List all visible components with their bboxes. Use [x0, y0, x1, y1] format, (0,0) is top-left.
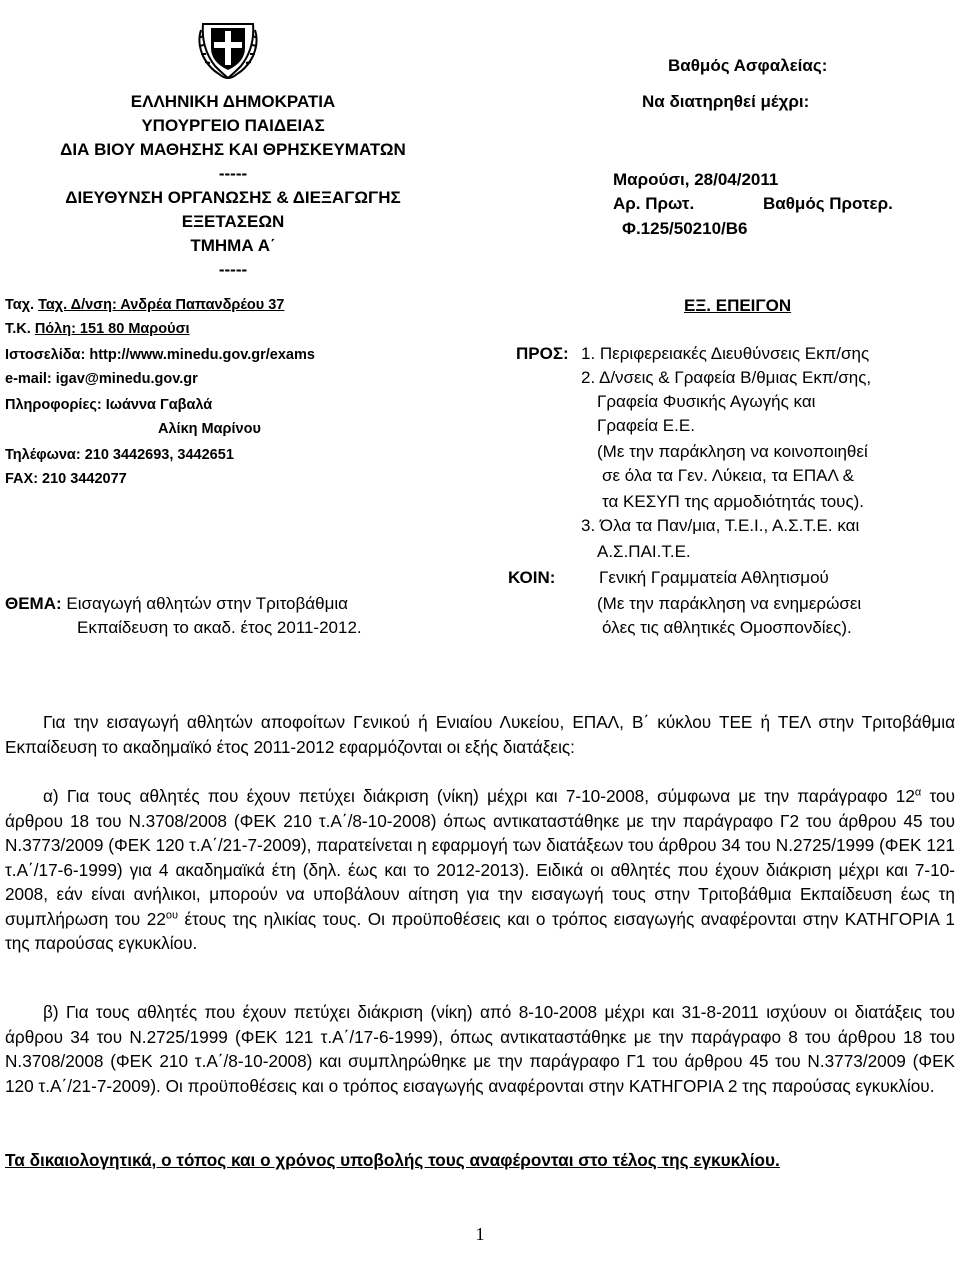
ministry-name-cont: ΔΙΑ ΒΙΟΥ ΜΑΘΗΣΗΣ ΚΑΙ ΘΡΗΣΚΕΥΜΑΤΩΝ	[60, 140, 406, 159]
priority-label: Βαθμός Προτερ.	[763, 194, 893, 213]
paragraph-b: β) Για τους αθλητές που έχουν πετύχει διάκριση (νίκη) από 8-10-2008 μέχρι και 31-8-2011 ισχύουν οι διατάξεις του άρθρου 34 του Ν.2725/1999 (ΦΕΚ 121 τ.Α΄/17-6-1999), όπως αντικαταστάθηκε με την παράγραφο 8 του άρθρου 18 του Ν.3708/2008 (ΦΕΚ 210 τ.Α΄/8-10-2008) και συμπληρώθηκε με την παράγραφο Γ1 του άρθρου 45 του Ν.3773/2009 (ΦΕΚ 120 τ.Α΄/21-7-2009). Οι προϋποθέσεις και ο τρόπος εισαγωγής αναφέρονται στην ΚΑΤΗΓΟΡΙΑ 2 της παρούσας εγκυκλίου.	[5, 1002, 955, 1096]
address-text: Ταχ. Δ/νση: Ανδρέα Παπανδρέου 37	[38, 297, 285, 313]
cc-item: όλες τις αθλητικές Ομοσπονδίες).	[602, 618, 852, 637]
fax-number: FAX: 210 3442077	[5, 471, 127, 487]
subject-label: ΘΕΜΑ:	[5, 594, 62, 613]
department-name: ΤΜΗΜΑ Α΄	[190, 236, 276, 255]
place-date: Μαρούσι, 28/04/2011	[613, 170, 779, 189]
to-item: τα ΚΕΣΥΠ της αρμοδιότητάς τους).	[602, 492, 865, 511]
cc-item: Γενική Γραμματεία Αθλητισμού	[599, 568, 829, 587]
protocol-number: Φ.125/50210/Β6	[622, 219, 748, 238]
intro-paragraph: Για την εισαγωγή αθλητών αποφοίτων Γενικού ή Ενιαίου Λυκείου, ΕΠΑΛ, Β΄ κύκλου ΤΕΕ ή ΤΕΛ στην Τριτοβάθμια Εκπαίδευση το ακαδημαϊκό έτος 2011-2012 εφαρμόζονται οι εξής διατάξεις:	[5, 712, 955, 757]
subject-line	[5, 592, 348, 616]
protocol-label: Αρ. Πρωτ.	[613, 194, 695, 213]
contact-persons-2: Αλίκη Μαρίνου	[158, 421, 261, 437]
postal-line: Τ.Κ. Πόλη: 151 80 Μαρούσι	[5, 321, 190, 337]
address-line: Ταχ. Ταχ. Δ/νση: Ανδρέα Παπανδρέου 37	[5, 297, 285, 313]
to-item: (Με την παράκληση να κοινοποιηθεί	[597, 442, 868, 461]
subject-line-2: Εκπαίδευση το ακαδ. έτος 2011-2012.	[77, 618, 362, 637]
page-number: 1	[475, 1224, 485, 1244]
to-item: σε όλα τα Γεν. Λύκεια, τα ΕΠΑΛ &	[602, 466, 854, 485]
subject-text: Εισαγωγή αθλητών στην Τριτοβάθμια	[61, 594, 348, 613]
to-item: 3. Όλα τα Παν/μια, Τ.Ε.Ι., Α.Σ.Τ.Ε. και	[581, 516, 860, 535]
to-item: 2. Δ/νσεις & Γραφεία Β/θμιας Εκπ/σης,	[581, 368, 872, 387]
directorate-name: ΔΙΕΥΘΥΝΣΗ ΟΡΓΑΝΩΣΗΣ & ΔΙΕΞΑΓΩΓΗΣ	[65, 188, 401, 207]
phone-numbers: Τηλέφωνα: 210 3442693, 3442651	[5, 447, 234, 463]
cc-item: (Με την παράκληση να ενημερώσει	[597, 594, 862, 613]
contact-persons: Πληροφορίες: Ιωάννα Γαβαλά	[5, 397, 213, 413]
directorate-name-cont: ΕΞΕΤΑΣΕΩΝ	[181, 212, 285, 231]
to-item: 1. Περιφερειακές Διευθύνσεις Εκπ/σης	[581, 344, 870, 363]
security-level: Βαθμός Ασφαλείας:	[668, 56, 828, 75]
greek-emblem-icon	[195, 8, 261, 82]
to-item: Α.Σ.ΠΑΙ.Τ.Ε.	[597, 542, 691, 561]
retention-period: Να διατηρηθεί μέχρι:	[642, 92, 810, 111]
website-link[interactable]: Ιστοσελίδα: http://www.minedu.gov.gr/exams	[5, 347, 315, 363]
cc-label: ΚΟΙΝ:	[508, 568, 556, 587]
to-item: Γραφεία Φυσικής Αγωγής και	[597, 392, 816, 411]
email-link[interactable]: e-mail: igav@minedu.gov.gr	[5, 371, 198, 387]
ministry-name: ΥΠΟΥΡΓΕΙΟ ΠΑΙΔΕΙΑΣ	[141, 116, 325, 135]
separator-dashes: -----	[218, 260, 248, 279]
closing-note: Τα δικαιολογητικά, ο τόπος και ο χρόνος υποβολής τους αναφέρονται στο τέλος της εγκυκλίου.	[5, 1150, 780, 1170]
paragraph-a: α) Για τους αθλητές που έχουν πετύχει διάκριση (νίκη) μέχρι και 7-10-2008, σύμφωνα με την παράγραφο $12^\alpha$ του άρθρου 18 του Ν.3708/2008 (ΦΕΚ 210 τ.Α΄/8-10-2008) όπως αντικαταστάθηκε με την παράγραφο Γ2 του άρθρου 45 του Ν.3773/2009 (ΦΕΚ 120 τ.Α΄/21-7-2009), παρατείνεται η εφαρμογή των διατάξεων του άρθρου 34 του Ν.2725/1999 (ΦΕΚ 121 τ.Α΄/17-6-1999) για 4 ακαδημαϊκά έτη (δηλ. έως και το 2012-2013). Ειδικά οι αθλητές που έχουν διάκριση μέχρι και 7-10-2008, εάν είναι ανήλικοι, μπορούν να υποβάλουν αίτηση για την εισαγωγή τους στην Τριτοβάθμια Εκπαίδευση έως τη συμπλήρωση του $22^{o\upsilon}$ έτους της ηλικίας τους. Οι προϋποθέσεις και ο τρόπος εισαγωγής αναφέρονται στην ΚΑΤΗΓΟΡΙΑ 1 της παρούσας εγκυκλίου.	[5, 786, 955, 953]
header-left-title	[10, 90, 456, 282]
country-name: ΕΛΛΗΝΙΚΗ ΔΗΜΟΚΡΑΤΙΑ	[130, 92, 336, 111]
separator-dashes: -----	[218, 164, 248, 183]
to-item: Γραφεία Ε.Ε.	[597, 416, 695, 435]
urgency-label: ΕΞ. ΕΠΕΙΓΟΝ	[684, 296, 792, 315]
to-label: ΠΡΟΣ:	[516, 344, 569, 363]
